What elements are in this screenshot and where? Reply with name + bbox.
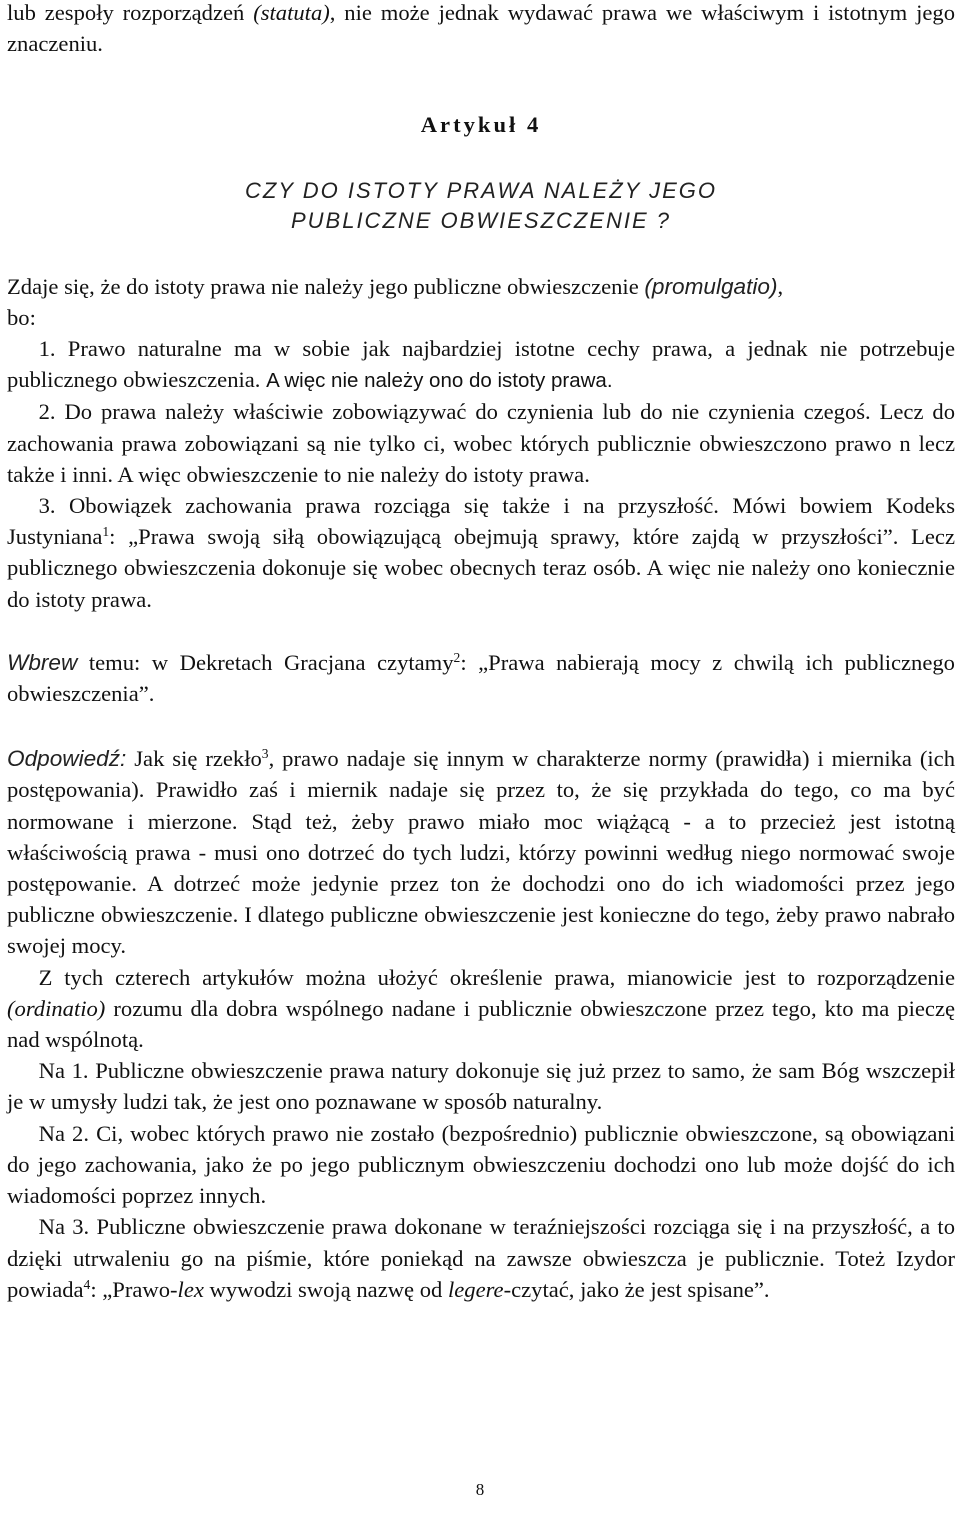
respondeo-text: Jak się rzekło [126,746,262,772]
reply-1-text: Na 1. Publiczne obwieszczenie prawa natury dokonuje się już przez to samo, że sam Bóg wszczepił je w umysły ludzi tak, że jest ono poznawane w sposób naturalny. [7,1058,955,1115]
objection-2-text: 2. Do prawa należy właściwie zobowiązywać do czynienia lub do nie czynienia czegoś. Lecz do zachowania prawa zobowiązani są nie tylko ci, wobec których publicznie obwieszczono prawo n lecz także i inni. A więc obwieszczenie to nie należy do istoty prawa. [7,399,955,487]
article-question-line2: PUBLICZNE OBWIESZCZENIE ? [290,207,672,233]
intro-after: , [777,273,784,299]
objection-3-text-end: : „Prawa swoją siłą obowiązującą obejmują sprawy, które zajdą w przyszłości”. Lecz publicznego obwieszczenia dokonuje się wobec obecnych teraz osób. A więc nie należy ono koniecznie do istoty prawa. [7,524,955,612]
continuation-text: lub zespoły rozporządzeń [7,0,254,25]
page-number: 8 [475,1480,485,1499]
reply-3-lex: lex [177,1276,204,1302]
continuation-paragraph [7,0,955,59]
continuation-italic: (statuta) [253,0,330,25]
footnote-ref-3: 3 [261,746,269,762]
footnote-ref-2: 2 [453,649,461,665]
objection-2 [7,396,955,490]
sed-contra-label: Wbrew [7,649,78,675]
reply-1 [7,1055,955,1117]
sed-contra-paragraph [7,647,955,709]
reply-3 [7,1211,955,1305]
article-question-line1: CZY DO ISTOTY PRAWA NALEŻY JEGO [245,177,717,203]
objection-1-conclusion: A więc nie należy ono do istoty prawa. [266,369,613,393]
intro-italic: (promulgatio) [644,273,778,299]
definition-text: Z tych czterech artykułów można ułożyć określenie prawa, mianowicie jest to rozporządzenie [38,964,955,990]
document-page [7,0,955,1305]
reply-2-text: Na 2. Ci, wobec których prawo nie zostało (bezpośrednio) publicznie obwieszczone, są obowiązani do jego zachowania, jako że po jego publicznym obwieszczeniu dochodzi ono lub może dojść do ich wiadomości poprzez innych. [7,1120,955,1209]
sed-contra-text: temu: w Dekretach Gracjana czytamy [77,649,454,675]
definition-paragraph [7,962,955,1056]
continuation-text-end: , nie może jednak wydawać prawa we właściwym i istotnym jego znaczeniu. [7,0,955,57]
reply-3-text-mid: : „Prawo- [90,1276,178,1302]
article-title: Artykuł 4 [420,112,542,138]
footnote-ref-1: 1 [102,524,110,540]
objection-1-text: 1. Prawo naturalne ma w sobie jak najbardziej istotne cechy prawa, a jednak nie potrzebuje publicznego obwieszczenia. [7,336,955,393]
reply-3-text-end: -czytać, jako że jest spisane”. [503,1276,770,1302]
respondeo-paragraph [7,743,955,961]
respondeo-text-end: , prawo nadaje się innym w charakterze normy (prawidła) i miernika (ich postępowania). Prawidło zaś i miernik nadaje się przez to, że się przykłada do tego, co ma być normowane i mierzone. Stąd też, żeby prawo miało moc wiążącą - a to przecież jest istotną właściwością prawa - musi ono dotrzeć do tych ludzi, którzy powinni według niego normować swoje postępowanie. A dotrzeć może jedynie przez ton że dochodzi ono do ich wiadomości przez jego publiczne obwieszczenie. I dlatego publiczne obwieszczenie jest konieczne do tego, żeby prawo nabrało swojej mocy. [7,746,955,959]
reply-3-text: Na 3. Publiczne obwieszczenie prawa dokonane w teraźniejszości rozciąga się i na przyszłość, a to dzięki utrwaleniu go na piśmie, które poniekąd na zawsze obwieszcza je publicznie. Toteż Izydor powiada [7,1214,955,1302]
article-question [7,176,955,236]
respondeo-label: Odpowiedź: [7,746,127,772]
definition-italic: (ordinatio) [7,995,106,1021]
sed-contra-text-end: : „Prawa nabierają mocy z chwilą ich publicznego obwieszczenia”. [7,649,955,707]
objection-3 [7,490,955,615]
definition-text-end: rozumu dla dobra wspólnego nadane i publicznie obwieszczone przez tego, kto ma pieczę nad wspólnotą. [7,995,955,1053]
intro-bo: bo: [7,304,36,330]
objection-3-text: 3. Obowiązek zachowania prawa rozciąga się także i na przyszłość. Mówi bowiem Kodeks Justyniana [7,493,955,550]
intro-text: Zdaje się, że do istoty prawa nie należy jego publiczne obwieszczenie [7,273,645,299]
intro-paragraph [7,271,955,333]
reply-2 [7,1118,955,1212]
reply-3-legere: legere [447,1276,504,1302]
reply-3-text-mid2: wywodzi swoją nazwę od [203,1276,448,1302]
footnote-ref-4: 4 [83,1276,91,1292]
objection-1 [7,333,955,396]
